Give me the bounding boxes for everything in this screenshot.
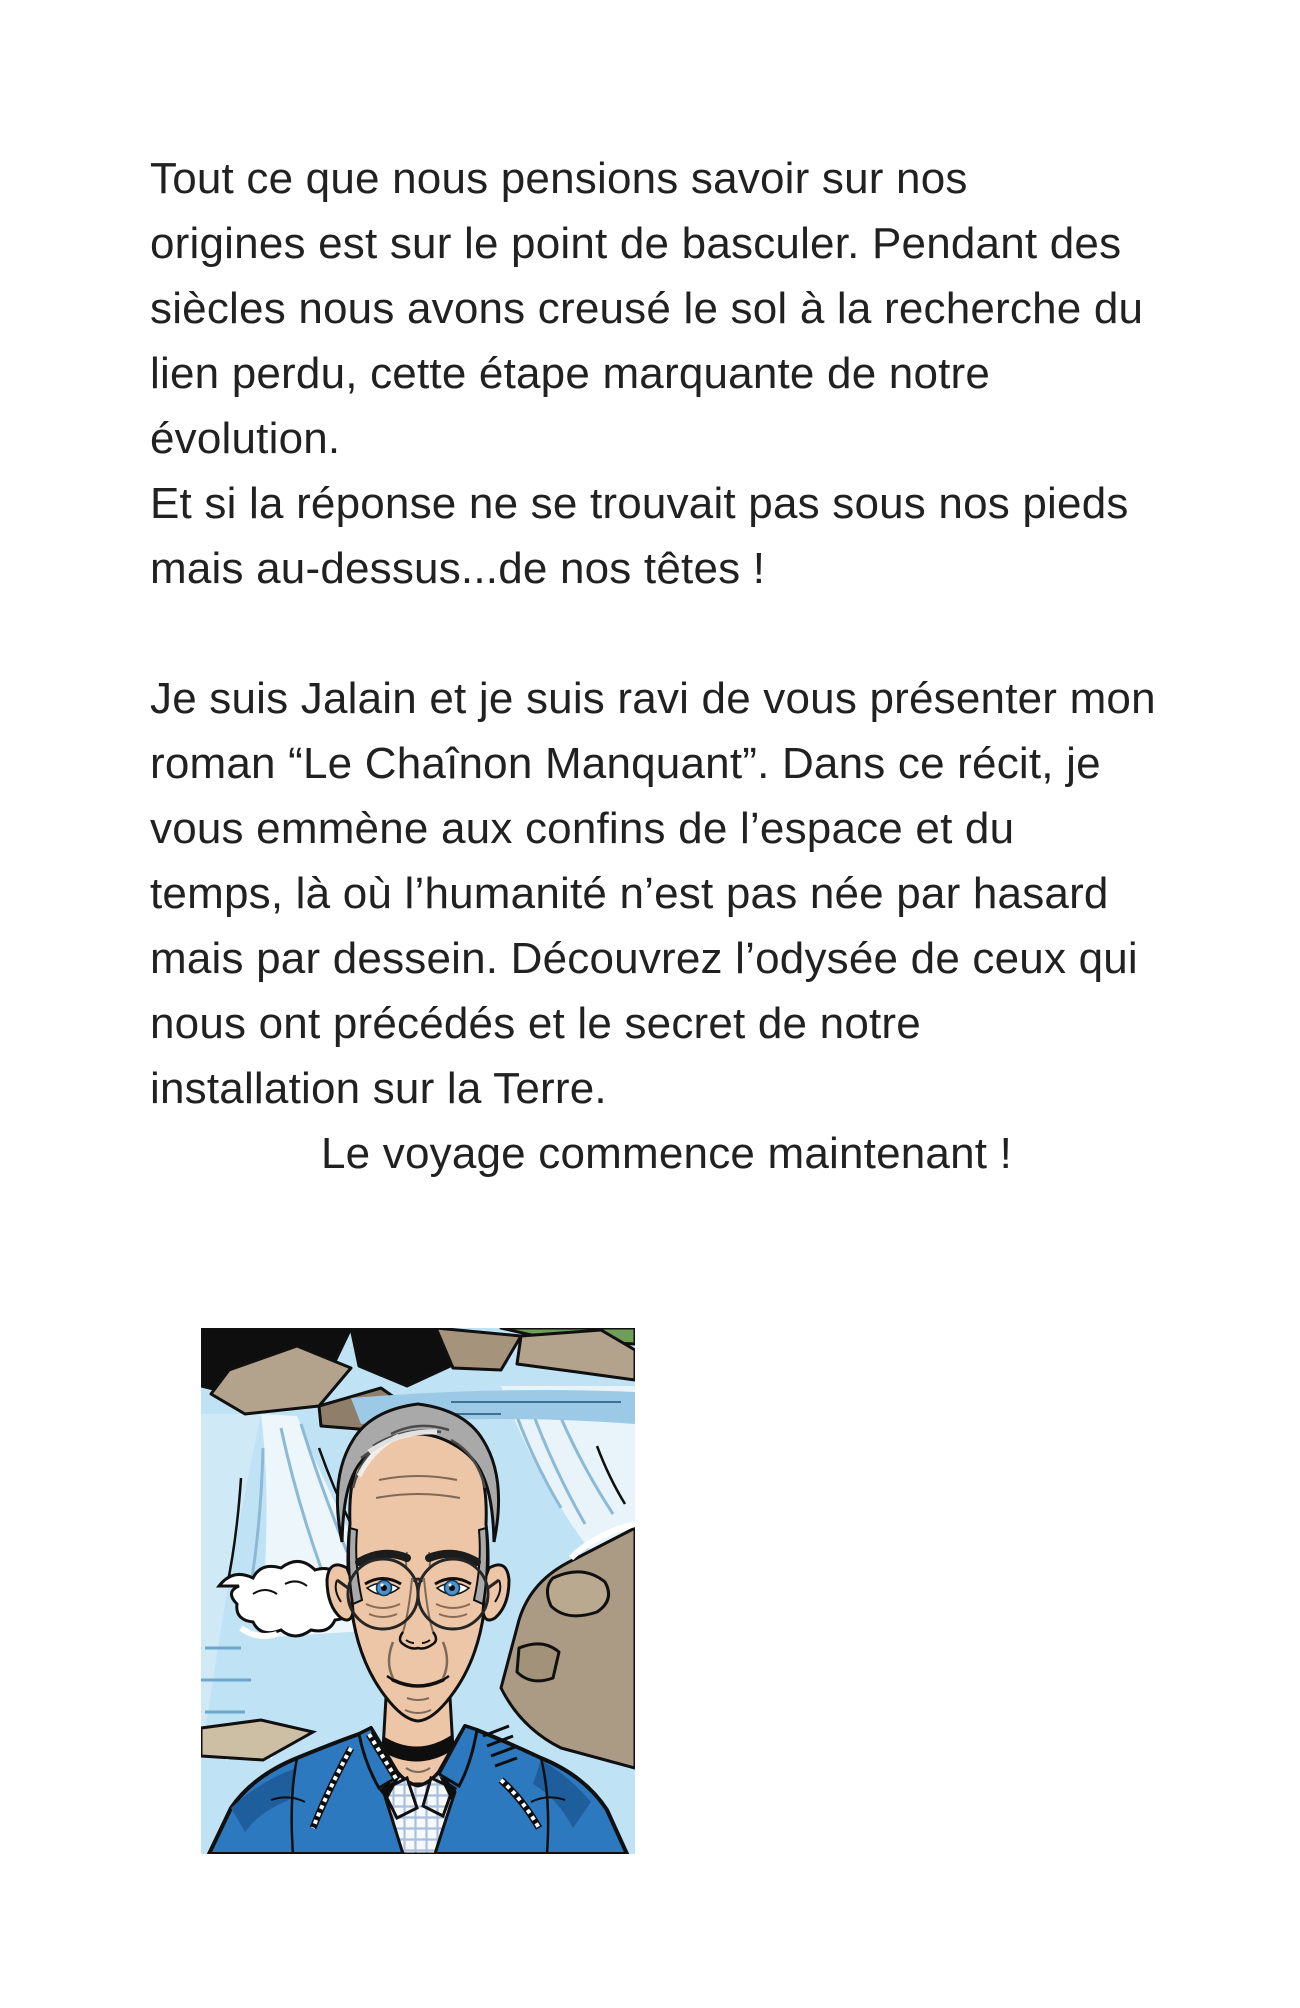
text-line: mais au-dessus...de nos têtes ! [150,544,766,593]
text-line: lien perdu, cette étape marquante de notre [150,349,991,398]
presentation-paragraph [150,666,1156,1186]
text-line: roman “Le Chaînon Manquant”. Dans ce récit, je [150,739,1101,788]
text-line: mais par dessein. Découvrez l’odysée de ceux qui [150,934,1138,983]
text-line: installation sur la Terre. [150,1064,607,1113]
paragraph-spacer [150,601,1156,666]
text-line: Et si la réponse ne se trouvait pas sous nos pieds [150,479,1129,528]
intro-paragraph [150,146,1156,601]
text-line: Tout ce que nous pensions savoir sur nos [150,154,968,203]
closing-line: Le voyage commence maintenant ! [321,1129,1013,1178]
body-text [150,146,1156,1186]
text-line: origines est sur le point de basculer. Pendant des [150,219,1122,268]
text-line: vous emmène aux confins de l’espace et du [150,804,1015,853]
text-line: Je suis Jalain et je suis ravi de vous présenter mon [150,674,1156,723]
text-line: siècles nous avons creusé le sol à la recherche du [150,284,1144,333]
text-line: nous ont précédés et le secret de notre [150,999,921,1048]
text-line: évolution. [150,414,341,463]
author-portrait [201,1328,635,1854]
text-line: temps, là où l’humanité n’est pas née par hasard [150,869,1109,918]
